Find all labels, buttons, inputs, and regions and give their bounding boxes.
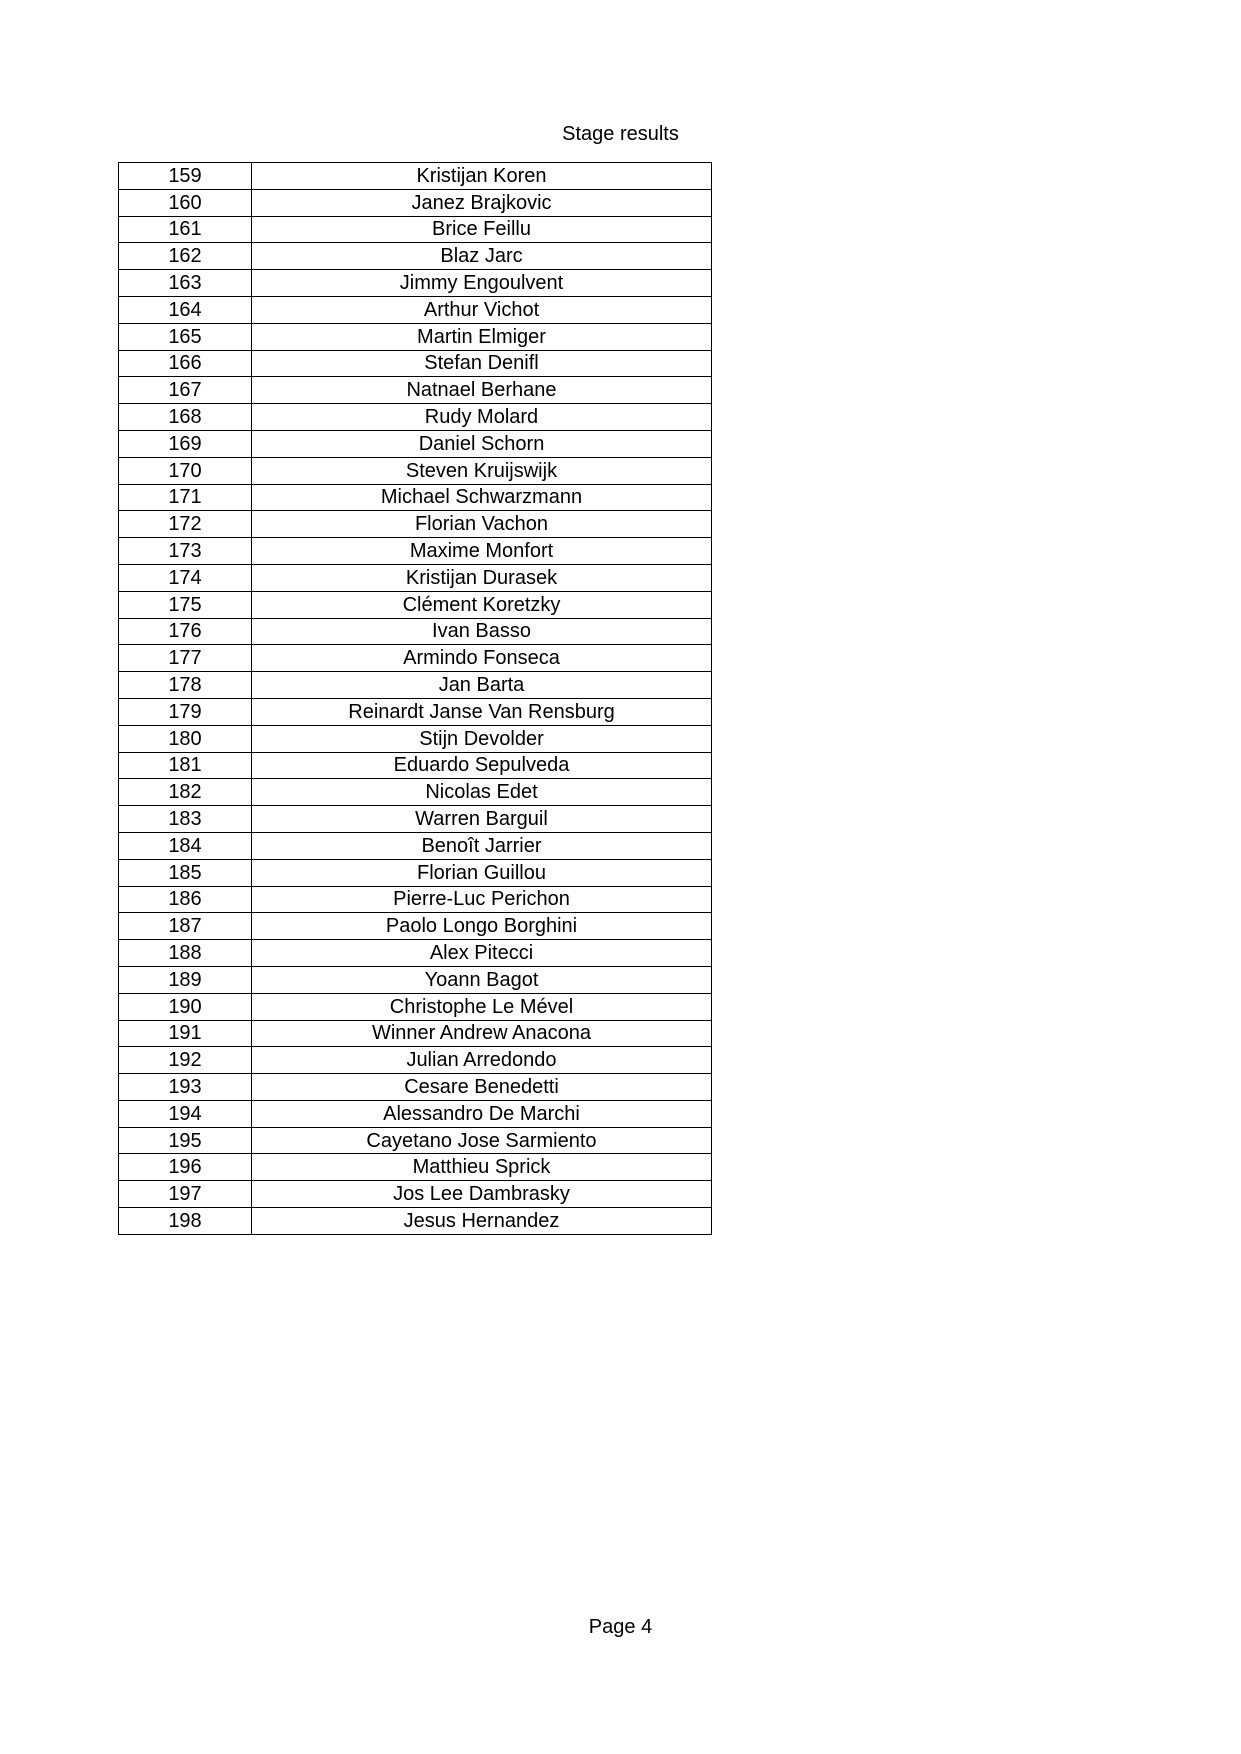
rider-name-cell: Warren Barguil <box>252 806 712 833</box>
table-row <box>119 725 712 752</box>
table-row <box>119 618 712 645</box>
rider-name-cell: Alex Pitecci <box>252 940 712 967</box>
position-cell: 173 <box>119 538 252 565</box>
rider-name-cell: Steven Kruijswijk <box>252 457 712 484</box>
position-cell: 194 <box>119 1100 252 1127</box>
rider-name-cell: Benoît Jarrier <box>252 832 712 859</box>
position-cell: 196 <box>119 1154 252 1181</box>
table-row <box>119 163 712 190</box>
table-row <box>119 1020 712 1047</box>
position-cell: 195 <box>119 1127 252 1154</box>
position-cell: 164 <box>119 296 252 323</box>
position-cell: 183 <box>119 806 252 833</box>
table-row <box>119 832 712 859</box>
rider-name-cell: Cesare Benedetti <box>252 1074 712 1101</box>
rider-name-cell: Christophe Le Mével <box>252 993 712 1020</box>
position-cell: 166 <box>119 350 252 377</box>
table-row <box>119 1074 712 1101</box>
table-row <box>119 1047 712 1074</box>
rider-name-cell: Michael Schwarzmann <box>252 484 712 511</box>
position-cell: 162 <box>119 243 252 270</box>
rider-name-cell: Natnael Berhane <box>252 377 712 404</box>
table-row <box>119 779 712 806</box>
rider-name-cell: Kristijan Koren <box>252 163 712 190</box>
position-cell: 193 <box>119 1074 252 1101</box>
position-cell: 161 <box>119 216 252 243</box>
table-row <box>119 564 712 591</box>
position-cell: 165 <box>119 323 252 350</box>
page-footer: Page 4 <box>588 1616 653 1638</box>
position-cell: 175 <box>119 591 252 618</box>
rider-name-cell: Jos Lee Dambrasky <box>252 1181 712 1208</box>
rider-name-cell: Pierre-Luc Perichon <box>252 886 712 913</box>
table-row <box>119 645 712 672</box>
stage-results-table <box>118 162 712 1235</box>
position-cell: 192 <box>119 1047 252 1074</box>
position-cell: 182 <box>119 779 252 806</box>
table-row <box>119 966 712 993</box>
position-cell: 188 <box>119 940 252 967</box>
position-cell: 185 <box>119 859 252 886</box>
table-row <box>119 1100 712 1127</box>
rider-name-cell: Matthieu Sprick <box>252 1154 712 1181</box>
position-cell: 197 <box>119 1181 252 1208</box>
table-row <box>119 886 712 913</box>
rider-name-cell: Daniel Schorn <box>252 430 712 457</box>
table-row <box>119 216 712 243</box>
position-cell: 187 <box>119 913 252 940</box>
position-cell: 163 <box>119 270 252 297</box>
rider-name-cell: Jan Barta <box>252 672 712 699</box>
table-row <box>119 457 712 484</box>
rider-name-cell: Paolo Longo Borghini <box>252 913 712 940</box>
table-row <box>119 1127 712 1154</box>
table-row <box>119 484 712 511</box>
rider-name-cell: Winner Andrew Anacona <box>252 1020 712 1047</box>
table-row <box>119 1181 712 1208</box>
rider-name-cell: Brice Feillu <box>252 216 712 243</box>
position-cell: 177 <box>119 645 252 672</box>
rider-name-cell: Jimmy Engoulvent <box>252 270 712 297</box>
position-cell: 184 <box>119 832 252 859</box>
table-row <box>119 538 712 565</box>
rider-name-cell: Clément Koretzky <box>252 591 712 618</box>
position-cell: 189 <box>119 966 252 993</box>
table-row <box>119 270 712 297</box>
position-cell: 181 <box>119 752 252 779</box>
position-cell: 170 <box>119 457 252 484</box>
table-row <box>119 404 712 431</box>
position-cell: 191 <box>119 1020 252 1047</box>
rider-name-cell: Reinardt Janse Van Rensburg <box>252 698 712 725</box>
rider-name-cell: Yoann Bagot <box>252 966 712 993</box>
table-row <box>119 806 712 833</box>
table-row <box>119 859 712 886</box>
table-row <box>119 1208 712 1235</box>
table-row <box>119 672 712 699</box>
position-cell: 167 <box>119 377 252 404</box>
table-row <box>119 430 712 457</box>
table-row <box>119 350 712 377</box>
table-row <box>119 243 712 270</box>
position-cell: 176 <box>119 618 252 645</box>
table-row <box>119 698 712 725</box>
rider-name-cell: Cayetano Jose Sarmiento <box>252 1127 712 1154</box>
rider-name-cell: Ivan Basso <box>252 618 712 645</box>
rider-name-cell: Eduardo Sepulveda <box>252 752 712 779</box>
position-cell: 169 <box>119 430 252 457</box>
rider-name-cell: Stefan Denifl <box>252 350 712 377</box>
results-table-body <box>119 163 712 1235</box>
page-header: Stage results <box>562 123 679 145</box>
rider-name-cell: Janez Brajkovic <box>252 189 712 216</box>
position-cell: 171 <box>119 484 252 511</box>
position-cell: 172 <box>119 511 252 538</box>
table-row <box>119 323 712 350</box>
rider-name-cell: Martin Elmiger <box>252 323 712 350</box>
rider-name-cell: Julian Arredondo <box>252 1047 712 1074</box>
table-row <box>119 591 712 618</box>
position-cell: 159 <box>119 163 252 190</box>
rider-name-cell: Kristijan Durasek <box>252 564 712 591</box>
rider-name-cell: Jesus Hernandez <box>252 1208 712 1235</box>
table-row <box>119 752 712 779</box>
table-row <box>119 189 712 216</box>
table-row <box>119 296 712 323</box>
table-row <box>119 913 712 940</box>
rider-name-cell: Florian Vachon <box>252 511 712 538</box>
position-cell: 179 <box>119 698 252 725</box>
table-row <box>119 511 712 538</box>
table-row <box>119 1154 712 1181</box>
rider-name-cell: Nicolas Edet <box>252 779 712 806</box>
table-row <box>119 377 712 404</box>
rider-name-cell: Stijn Devolder <box>252 725 712 752</box>
position-cell: 198 <box>119 1208 252 1235</box>
position-cell: 190 <box>119 993 252 1020</box>
rider-name-cell: Florian Guillou <box>252 859 712 886</box>
rider-name-cell: Maxime Monfort <box>252 538 712 565</box>
rider-name-cell: Armindo Fonseca <box>252 645 712 672</box>
position-cell: 160 <box>119 189 252 216</box>
position-cell: 168 <box>119 404 252 431</box>
position-cell: 180 <box>119 725 252 752</box>
position-cell: 174 <box>119 564 252 591</box>
rider-name-cell: Rudy Molard <box>252 404 712 431</box>
rider-name-cell: Blaz Jarc <box>252 243 712 270</box>
table-row <box>119 993 712 1020</box>
position-cell: 178 <box>119 672 252 699</box>
rider-name-cell: Alessandro De Marchi <box>252 1100 712 1127</box>
table-row <box>119 940 712 967</box>
rider-name-cell: Arthur Vichot <box>252 296 712 323</box>
position-cell: 186 <box>119 886 252 913</box>
